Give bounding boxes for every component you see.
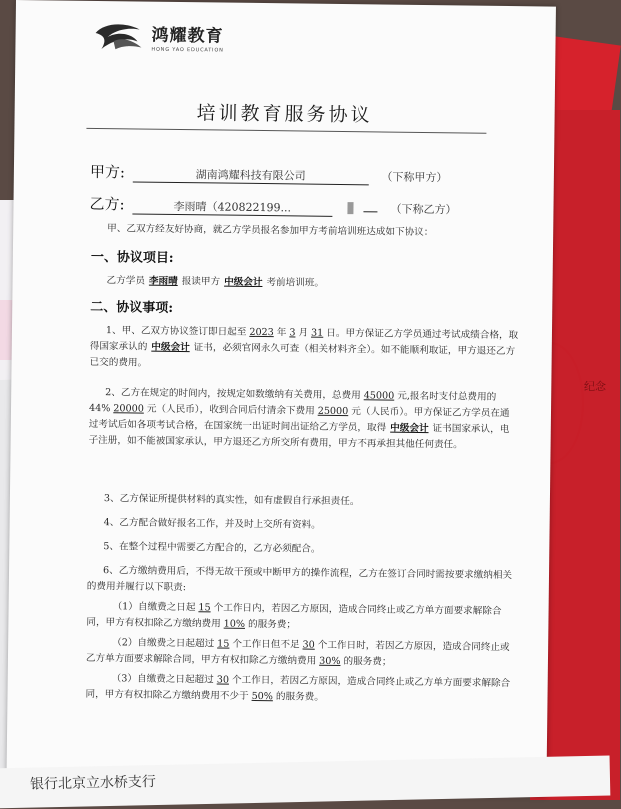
text: 的服务费； — [247, 618, 297, 631]
party-a-label: 甲方: — [89, 162, 126, 182]
clause-1 — [89, 323, 520, 376]
fee-percent: 50% — [251, 690, 273, 703]
certificate-name: 中级会计 — [151, 341, 190, 354]
text: （2）自缴费之日起超过 — [112, 637, 215, 650]
remaining-fee: 25000 — [317, 405, 349, 418]
party-a-suffix: （下称甲方） — [381, 170, 448, 185]
party-b-suffix: （下称乙方） — [390, 202, 457, 217]
text: （1）自缴费之日起 — [112, 601, 196, 614]
logo-name-english: HONG YAO EDUCATION — [151, 46, 224, 54]
clause-3: 3、乙方保证所提供材料的真实性，如有虚假自行承担责任。 — [103, 493, 360, 508]
intro-paragraph: 甲、乙双方经友好协商，就乙方学员报名参加甲方考前培训班达成如下协议： — [107, 223, 434, 239]
course-name: 中级会计 — [224, 276, 263, 289]
bank-branch-text: 银行北京立水桥支行 — [29, 774, 157, 793]
fee-percent: 10% — [223, 618, 246, 630]
party-b-row — [89, 193, 456, 218]
red-cloth-text: 纪念 — [584, 380, 606, 393]
swirl-logo-icon — [93, 19, 147, 54]
text: 元（人民币）。甲方保证乙方学员在通过考试后如各项考试合格，在国家统一出证时间出证给乙方学员，取得 — [88, 406, 510, 434]
clause-6-sub-1 — [86, 599, 516, 636]
clause-6-sub-2 — [86, 635, 516, 672]
end-year: 2023 — [249, 326, 274, 339]
clause-2 — [89, 385, 520, 454]
text: 的服务费； — [343, 656, 392, 668]
clause-5: 5、在整个过程中需要乙方配合的，乙方必须配合。 — [103, 541, 321, 555]
days-limit: 30 — [216, 674, 230, 686]
text: 乙方学员 — [106, 275, 146, 287]
text: 日。甲方保证乙方学员通过考试成绩合格，取得国家承认的 — [89, 327, 519, 353]
days-limit: 15 — [198, 602, 211, 614]
text: 元（人民币），收到合同后付清余下费用 — [146, 403, 315, 417]
text: 年 — [276, 327, 287, 339]
blank-line — [364, 211, 378, 212]
text: 证书，必须官网永久可查（相关材料齐全）。如不能顺利取证，甲方退还乙方已交的费用。 — [89, 342, 516, 369]
section2-heading: 二、协议事项: — [90, 299, 174, 316]
text: 个工作日，若因乙方原因，造成合同终止或乙方单方面要求解除合同，甲方有权扣除乙方缴纳费用不少于 — [85, 674, 511, 702]
certificate-name: 中级会计 — [390, 422, 429, 435]
text: 证书国家承认，电子注册，如不能被国家承认，甲方退还乙方所交所有费用，甲方不再承担其他任何责任。 — [88, 423, 510, 451]
clause-6-sub-3 — [85, 671, 515, 708]
student-name: 李雨晴 — [148, 275, 178, 287]
document-title: 培训教育服务协议 — [196, 102, 373, 127]
clause-6: 6、乙方缴纳费用后，不得无故干预或中断甲方的操作流程，乙方在签订合同时需按要求缴纳相关的费用并履行以下职责: — [86, 565, 513, 594]
section1-heading: 一、协议项目: — [90, 249, 174, 266]
title-divider — [86, 128, 486, 134]
text: 个工作日但不足 — [232, 638, 300, 651]
days-min: 15 — [217, 638, 230, 650]
fee-percent: 30% — [319, 655, 341, 668]
text: 报读甲方 — [181, 276, 221, 288]
section1-text — [106, 273, 536, 294]
text: 考前培训班。 — [266, 277, 325, 289]
days-max: 30 — [302, 639, 315, 651]
company-logo — [93, 19, 224, 55]
end-month: 3 — [289, 327, 296, 339]
text: 1、甲、乙双方协议签订即日起至 — [105, 325, 247, 338]
clause-4: 4、乙方配合做好报名工作，并及时上交所有资料。 — [103, 517, 321, 531]
agreement-document — [6, 0, 556, 797]
end-day: 31 — [311, 327, 324, 339]
text: 月 — [298, 327, 309, 339]
total-fee: 45000 — [363, 390, 395, 402]
logo-name: 鸿耀教育 — [151, 25, 224, 47]
redaction-mark — [347, 202, 353, 214]
text: 个工作日内，若因乙方原因，造成合同终止或乙方单方面要求解除合同，甲方有权扣除乙方缴纳费用 — [86, 602, 502, 630]
party-b-label: 乙方: — [89, 194, 125, 214]
text: 元,报名时支付总费用的44% — [88, 390, 497, 415]
text: 2、乙方在规定的时间内，按规定如数缴纳有关费用，总费用 — [105, 387, 361, 402]
text: 个工作日时，若因乙方原因，造成合同终止或乙方单方面要求解除合同，甲方有权扣除乙方缴纳费用 — [85, 639, 510, 667]
party-b-name: 李雨晴（420822199... — [132, 197, 332, 216]
party-a-row — [90, 161, 448, 186]
deposit-fee: 20000 — [113, 403, 144, 415]
text: 的服务费。 — [275, 691, 324, 703]
party-a-name: 湖南鸿耀科技有限公司 — [133, 165, 369, 185]
text: （3）自缴费之日起超过 — [111, 673, 214, 686]
